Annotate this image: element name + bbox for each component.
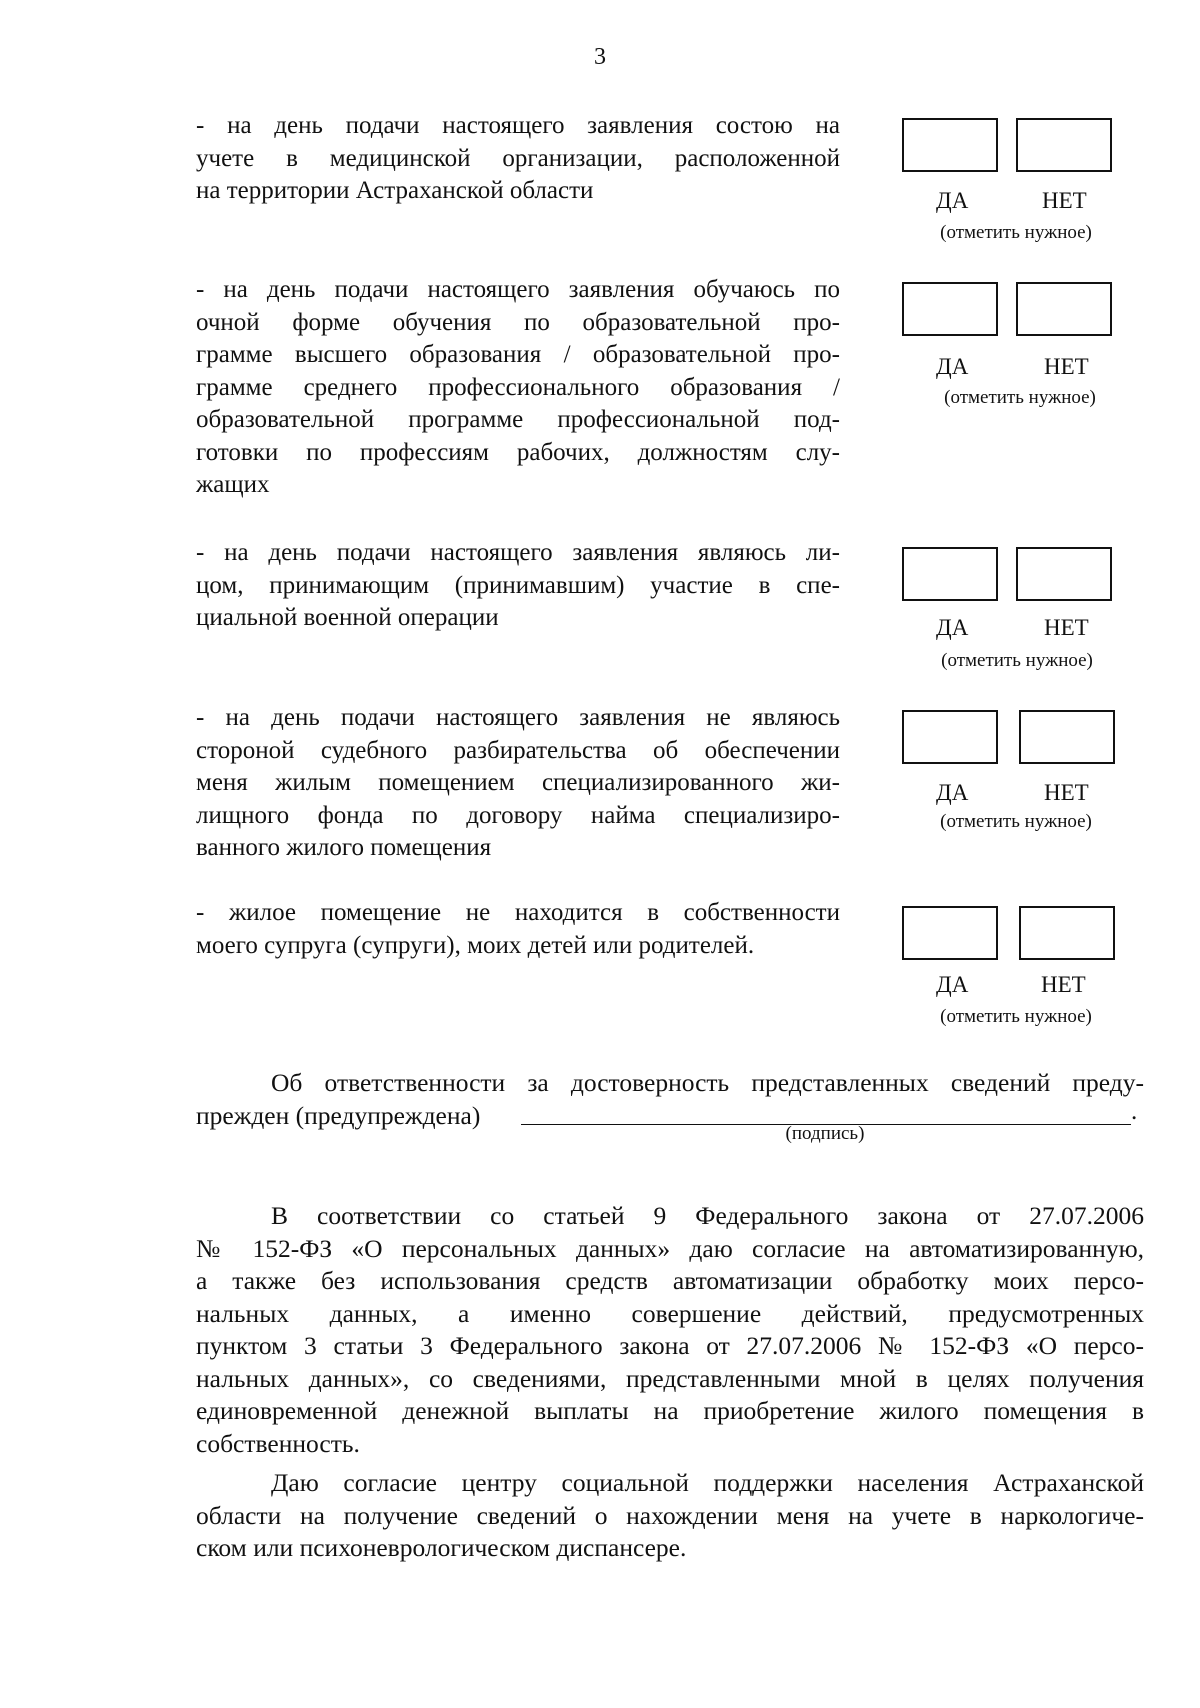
item-1-no-checkbox[interactable] bbox=[1016, 118, 1112, 172]
consent-paragraph bbox=[196, 1200, 1144, 1460]
text-line: пунктом 3 статьи 3 Федерального закона от 27.07.2006 № 152-ФЗ «О персо- bbox=[196, 1331, 1144, 1360]
text-line: грамме высшего образования / образовательной про- bbox=[196, 341, 840, 368]
text-line: Даю согласие центру социальной поддержки населения Астраханской bbox=[271, 1468, 1144, 1497]
item-5-yes-label: ДА bbox=[936, 972, 969, 997]
item-4-no-label: НЕТ bbox=[1044, 780, 1089, 805]
text-line: собственность. bbox=[196, 1428, 360, 1458]
item-4-hint: (отметить нужное) bbox=[940, 811, 1092, 832]
item-3-hint: (отметить нужное) bbox=[941, 650, 1093, 671]
item-5-no-checkbox[interactable] bbox=[1019, 906, 1115, 960]
item-2-hint: (отметить нужное) bbox=[944, 387, 1096, 408]
text-line: - на день подачи настоящего заявления обучаюсь по bbox=[196, 276, 840, 303]
text-line: очной форме обучения по образовательной про- bbox=[196, 308, 840, 336]
text-line: циальной военной операции bbox=[196, 604, 499, 631]
item-2-yes-label: ДА bbox=[936, 354, 969, 379]
text-line: - на день подачи настоящего заявления являюсь ли- bbox=[196, 539, 840, 566]
text-line: ском или психоневрологическом диспансере. bbox=[196, 1533, 687, 1562]
text-line: нальных данных», со сведениями, представленными мной в целях получения bbox=[196, 1363, 1144, 1393]
text-line: нальных данных, а именно совершение действий, предусмотренных bbox=[196, 1298, 1144, 1328]
item-1-yes-checkbox[interactable] bbox=[902, 118, 998, 172]
page-number: 3 bbox=[594, 44, 606, 70]
item-5-hint: (отметить нужное) bbox=[940, 1006, 1092, 1027]
item-3-yes-label: ДА bbox=[936, 615, 969, 640]
item-4-yes-label: ДА bbox=[936, 780, 969, 805]
item-5-yes-checkbox[interactable] bbox=[902, 906, 998, 960]
text-line: - на день подачи настоящего заявления не являюсь bbox=[196, 704, 840, 731]
agreement-paragraph bbox=[196, 1467, 1144, 1565]
text-line: на территории Астраханской области bbox=[196, 177, 594, 204]
text-line: учете в медицинской организации, расположенной bbox=[196, 144, 840, 172]
text-line: а также без использования средств автоматизации обработку моих персо- bbox=[196, 1266, 1144, 1295]
text-line: готовки по профессиям рабочих, должностям слу- bbox=[196, 438, 840, 466]
text-line: единовременной денежной выплаты на приобретение жилого помещения в bbox=[196, 1396, 1144, 1425]
text-line: № 152-ФЗ «О персональных данных» даю согласие на автоматизированную, bbox=[196, 1233, 1144, 1263]
text-line: жащих bbox=[196, 471, 270, 498]
text-line: образовательной программе профессиональной под- bbox=[196, 406, 840, 433]
item-4-no-checkbox[interactable] bbox=[1019, 710, 1115, 764]
text-line: В соответствии со статьей 9 Федерального закона от 27.07.2006 bbox=[271, 1201, 1144, 1230]
text-line: лищного фонда по договору найма специализиро- bbox=[196, 801, 840, 829]
responsibility-statement bbox=[196, 1067, 1144, 1132]
item-3-no-checkbox[interactable] bbox=[1016, 547, 1112, 601]
item-3-text bbox=[196, 537, 840, 635]
signature-end-dot: . bbox=[1131, 1098, 1138, 1125]
item-1-hint: (отметить нужное) bbox=[940, 222, 1092, 243]
item-2-no-label: НЕТ bbox=[1044, 354, 1089, 379]
text-line: прежден (предупреждена) bbox=[196, 1100, 481, 1130]
item-1-yes-label: ДА bbox=[936, 188, 969, 213]
item-1-text bbox=[196, 110, 840, 208]
item-3-no-label: НЕТ bbox=[1044, 615, 1089, 640]
text-line: области на получение сведений о нахождении меня на учете в наркологиче- bbox=[196, 1500, 1144, 1530]
item-3-yes-checkbox[interactable] bbox=[902, 547, 998, 601]
item-2-yes-checkbox[interactable] bbox=[902, 282, 998, 336]
text-line: моего супруга (супруги), моих детей или родителей. bbox=[196, 931, 755, 959]
text-line: цом, принимающим (принимавшим) участие в спе- bbox=[196, 571, 840, 599]
item-5-text bbox=[196, 897, 840, 962]
signature-caption: (подпись) bbox=[785, 1123, 865, 1144]
text-line: грамме среднего профессионального образования / bbox=[196, 373, 840, 401]
item-1-no-label: НЕТ bbox=[1042, 188, 1087, 213]
text-line: - жилое помещение не находится в собственности bbox=[196, 899, 840, 926]
item-5-no-label: НЕТ bbox=[1041, 972, 1086, 997]
text-line: - на день подачи настоящего заявления состою на bbox=[196, 112, 840, 139]
text-line: стороной судебного разбирательства об обеспечении bbox=[196, 736, 840, 764]
item-4-yes-checkbox[interactable] bbox=[902, 710, 998, 764]
item-2-text bbox=[196, 274, 840, 502]
text-line: меня жилым помещением специализированного жи- bbox=[196, 769, 840, 796]
item-4-text bbox=[196, 702, 840, 865]
text-line: ванного жилого помещения bbox=[196, 834, 492, 861]
item-2-no-checkbox[interactable] bbox=[1016, 282, 1112, 336]
text-line: Об ответственности за достоверность представленных сведений преду- bbox=[271, 1068, 1144, 1097]
